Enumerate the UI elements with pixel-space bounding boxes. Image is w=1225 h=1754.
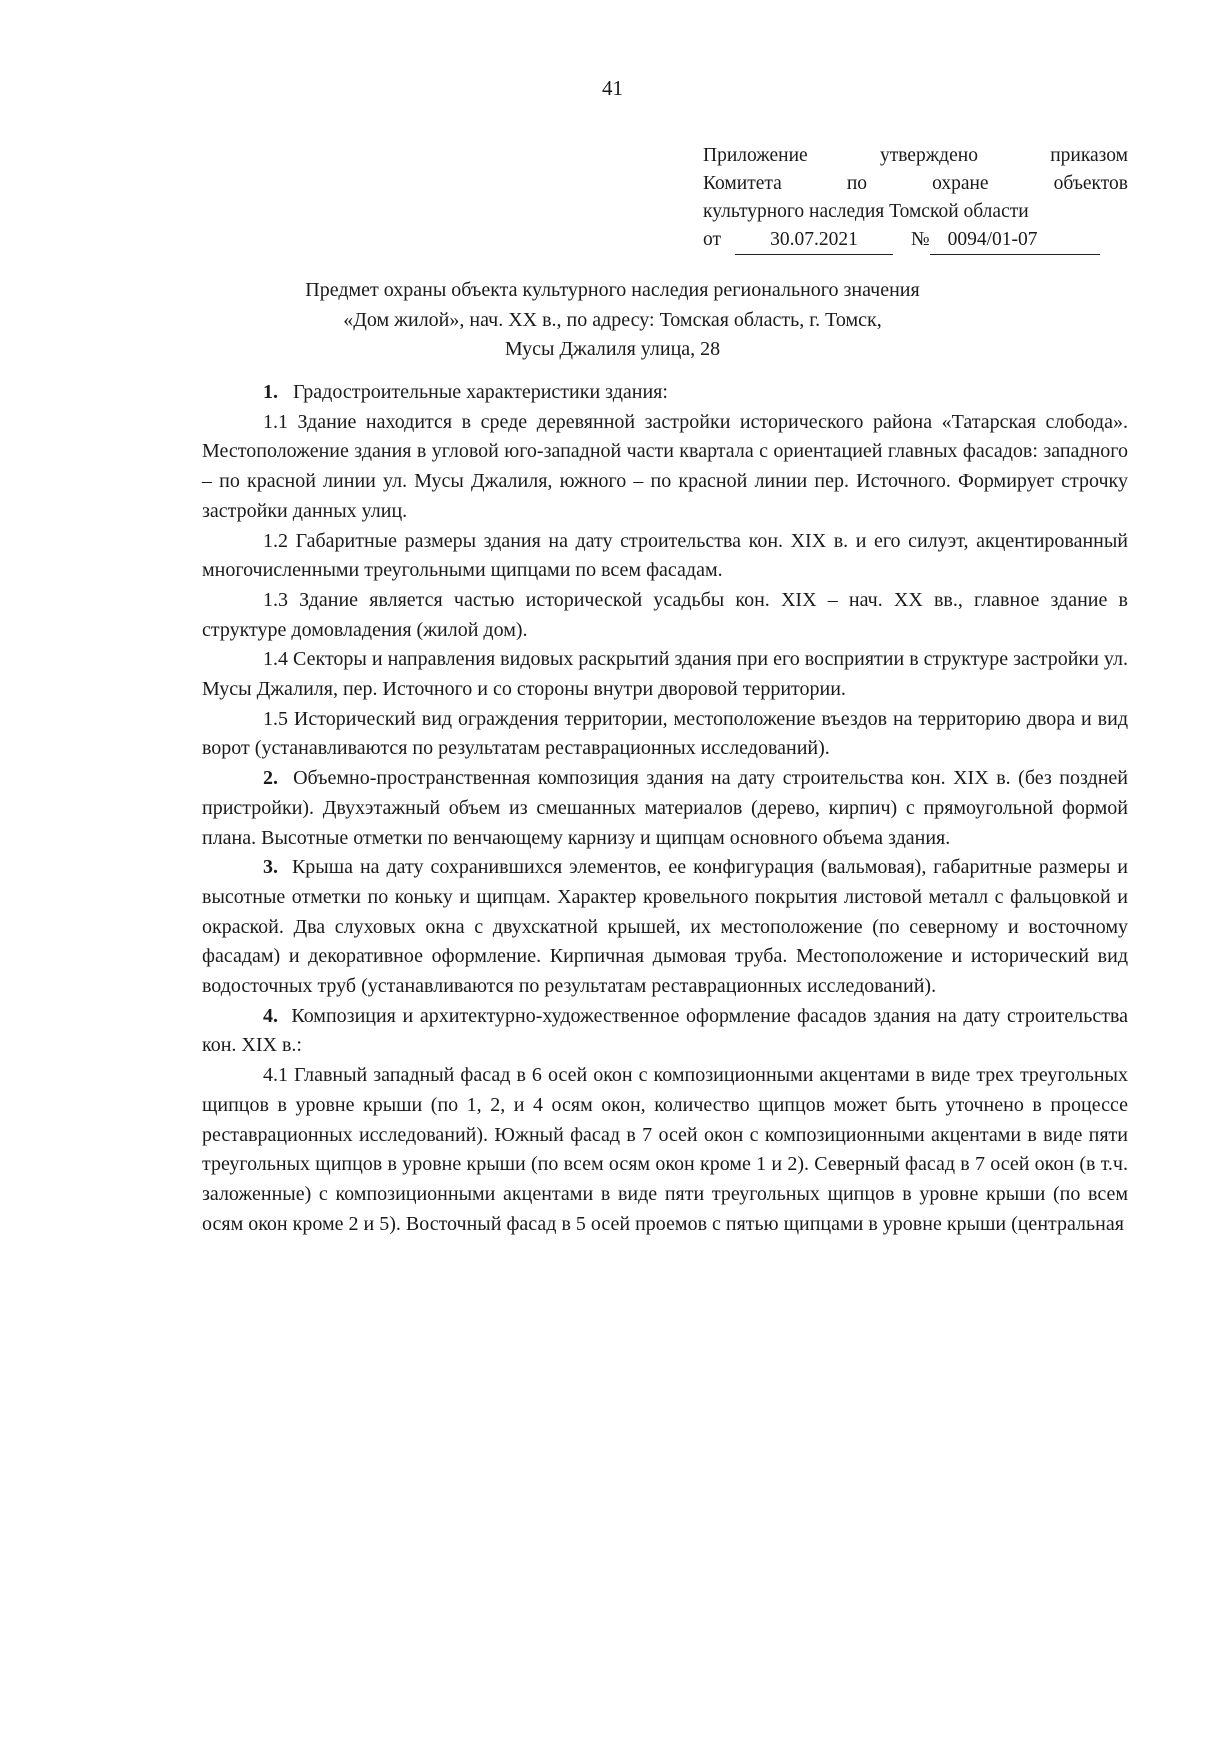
section-3-number: 3. — [263, 856, 278, 879]
section-3 — [202, 853, 1128, 1002]
title-line-2: «Дом жилой», нач. XX в., по адресу: Томская область, г. Томск, — [343, 308, 882, 331]
title-line-1: Предмет охраны объекта культурного наследия регионального значения — [305, 279, 920, 301]
paragraph-1-3: 1.3 Здание является частью исторической усадьбы кон. XIX – нач. XX вв., главное здание в структуре домовладения (жилой дом). — [202, 588, 1128, 641]
document-title — [0, 276, 1225, 365]
paragraph-1-1: 1.1 Здание находится в среде деревянной застройки исторического района «Татарская слобода». Местоположение здания в угловой юго-западной части квартала с ориентацией главных фасадов: западного – по красной линии ул. Мусы Джалиля, южного – по красной линии пер. Источного. Формирует строчку застройки данных улиц. — [202, 410, 1128, 522]
appendix-line-2: Комитета по охране объектов — [703, 173, 1128, 194]
page-number: 41 — [602, 76, 623, 100]
date-value: 30.07.2021 — [735, 226, 893, 255]
section-2-number: 2. — [263, 767, 278, 790]
paragraph-1-5: 1.5 Исторический вид ограждения территории, местоположение въездов на территорию двора и вид ворот (устанавливаются по результатам реставрационных исследований). — [202, 707, 1128, 760]
section-1-number: 1. — [263, 381, 278, 403]
section-1-heading — [202, 378, 1128, 408]
appendix-line-3: культурного наследия Томской области — [703, 201, 1029, 222]
paragraph-1-4: 1.4 Секторы и направления видовых раскрытий здания при его восприятии в структуре застройки ул. Мусы Джалиля, пер. Источного и со стороны внутри дворовой территории. — [202, 648, 1128, 701]
date-label: от — [703, 229, 722, 250]
appendix-block — [703, 142, 1128, 255]
paragraph-4-1: 4.1 Главный западный фасад в 6 осей окон с композиционными акцентами в виде трех треугольных щипцов в уровне крыши (по 1, 2, и 4 осям окон, количество щипцов может быть уточнено в процессе реставрационных исследований). Южный фасад в 7 осей окон с композиционными акцентами в виде пяти треугольных щипцов в уровне крыши (по всем осям окон кроме 1 и 2). Северный фасад в 7 осей окон (в т.ч. заложенные) с композиционными акцентами в виде пяти треугольных щипцов в уровне крыши (по всем осям окон кроме 2 и 5). Восточный фасад в 5 осей проемов с пятью щипцами в уровне крыши (центральная — [202, 1064, 1128, 1235]
appendix-date-line — [703, 226, 1128, 255]
section-1-text: Градостроительные характеристики здания: — [293, 381, 668, 403]
section-4-text: Композиция и архитектурно-художественное оформление фасадов здания на дату строительства кон. XIX в.: — [202, 1004, 1129, 1057]
appendix-line-1: Приложение утверждено приказом — [703, 145, 1128, 166]
title-line-3: Мусы Джалиля улица, 28 — [504, 338, 721, 360]
section-2-text: Объемно-пространственная композиция здания на дату строительства кон. XIX в. (без поздней пристройки). Двухэтажный объем из смешанных материалов (дерево, кирпич) с прямоугольной формой плана. Высотные отметки по венчающему карнизу и щипцам основного объема здания. — [202, 767, 1128, 849]
paragraph-1-2: 1.2 Габаритные размеры здания на дату строительства кон. XIX в. и его силуэт, акцентированный многочисленными треугольными щипцами по всем фасадам. — [202, 529, 1128, 582]
section-4 — [202, 1002, 1128, 1061]
document-body — [202, 378, 1128, 1239]
section-2 — [202, 764, 1128, 853]
number-value: 0094/01-07 — [930, 226, 1100, 255]
section-4-number: 4. — [263, 1004, 278, 1027]
number-label: № — [911, 229, 930, 250]
section-3-text: Крыша на дату сохранившихся элементов, ее конфигурация (вальмовая), габаритные размеры и высотные отметки по коньку и щипцам. Характер кровельного покрытия листовой металл с фальцовкой и окраской. Два слуховых окна с двухскатной крышей, их местоположение (по северному и восточному фасадам) и декоративное оформление. Кирпичная дымовая труба. Местоположение и исторический вид водосточных труб (устанавливаются по результатам реставрационных исследований). — [202, 856, 1128, 998]
